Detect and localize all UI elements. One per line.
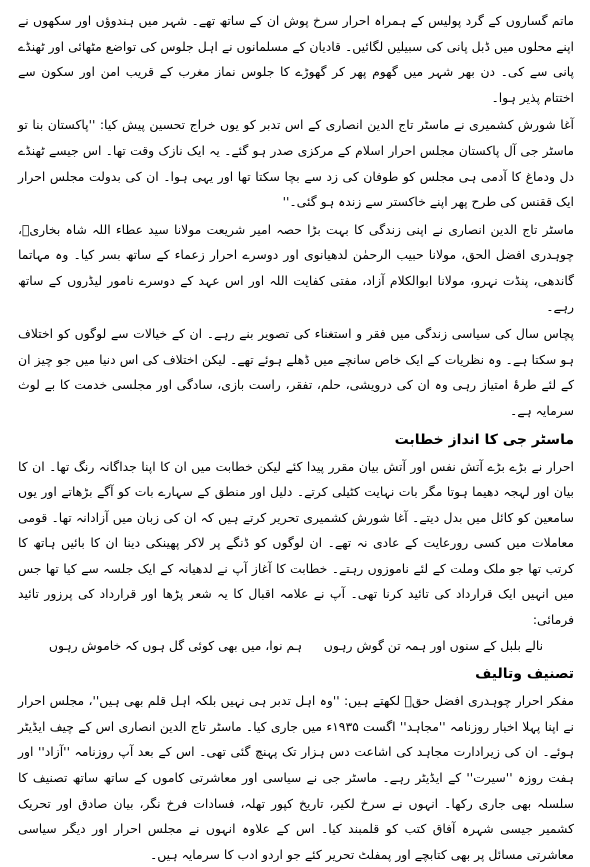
document-page: [18, 8, 574, 862]
paragraph-companions: ماسٹر تاج الدین انصاری نے اپنی زندگی کا بہت بڑا حصہ امیر شریعت مولانا سید عطاء اللہ شاہ بخاریؒ، چوہدری افضل الحق، مولانا حبیب الرحمٰن لدھیانوی اور دوسرے احرار زعماء کے ساتھ بسر کیا۔ وہ مہاتما گاندھی، پنڈت نہرو، مولانا ابوالکلام آزاد، مفتی کفایت اللہ اور اس عہد کے دوسرے نامور لیڈروں کے ساتھ رہے۔: [18, 221, 574, 314]
section-heading-oratory: ماسٹر جی کا انداز خطابت: [394, 431, 574, 448]
verse-first-hemistich: نالے بلبل کے سنوں اور ہمہ تن گوش رہوں: [323, 637, 544, 653]
paragraph-political-life: پچاس سال کی سیاسی زندگی میں فقر و استغناء کی تصویر بنے رہے۔ ان کے خیالات سے لوگوں کو اختلاف ہو سکتا ہے۔ وہ نظریات کے ایک خاص سانچے میں ڈھلے ہوئے تھے۔ لیکن اختلاف کی اس دنیا میں جو چیز ان کے لئے طرۂ امتیاز رہی وہ ان کی درویشی، حلم، تفقر، راست بازی، سادگی اور مجلسی خدمت کا بے لوث سرمایہ ہے۔: [18, 326, 574, 418]
paragraph-shorish-tribute: آغا شورش کشمیری نے ماسٹر تاج الدین انصاری کے اس تدبر کو یوں خراج تحسین پیش کیا: ''پاکستان بنا تو ماسٹر جی آل پاکستان مجلس احرار اسلام کے مرکزی صدر ہو گئے۔ یہ ایک نازک وقت تھا۔ اس جیسے ٹھنڈے دل ودماغ کا آدمی ہی مجلس کو طوفان کی زد سے بچا سکتا تھا اور یہی ہوا۔ ان کی بدولت مجلس احرار ایک ققنس کی طرح پھر اپنے خاکستر سے زندہ ہو گئی۔'': [18, 117, 574, 210]
verse-couplet: [18, 633, 574, 659]
paragraph-oratory: احرار نے بڑے بڑے آتش نفس اور آتش بیان مقرر پیدا کئے لیکن خطابت میں ان کا اپنا جداگانہ رنگ تھا۔ ان کا بیان اور لہجہ دھیما ہوتا مگر بات نہایت کٹیلی کرتے۔ دلیل اور منطق کے سہارے بات کو آگے بڑھاتے اور یوں سامعین کو کائل میں بدل دیتے۔ آغا شورش کشمیری تحریر کرتے ہیں کہ ان کی زبان میں آزادانہ تھا۔ قومی معاملات میں کسی رورعایت کے عادی نہ تھے۔ ان لوگوں کو ڈنگے پر لاکر پھینکی دینا ان کا بائیں ہاتھ کا کرتب تھا جو ملک وملت کے لئے ناموزوں رہتے۔ خطابت کا آغاز آپ نے لدھیانہ کے ایک جلسہ سے کیا تھا جس میں انہیں ایک قرارداد کی تائید کرنا تھی۔ آپ نے علامہ اقبال کا یہ شعر پڑھا اور قرارداد کی پرزور تائید فرمائی:: [18, 458, 574, 628]
paragraph-procession: ماتم گساروں کے گرد پولیس کے ہمراہ احرار سرخ پوش ان کے ساتھ تھے۔ شہر میں ہندوؤں اور سکھوں نے اپنے محلوں میں ڈبل پانی کی سبیلیں لگائیں۔ قادیان کے مسلمانوں نے اہل جلوس کی تواضع مٹھائی اور ٹھنڈے پانی سے کی۔ دن بھر شہر میں گھوم پھر کر گھوڑے کا جلوس نماز مغرب کے قریب امن اور سکون سے اختتام پذیر ہوا۔: [18, 13, 574, 105]
paragraph-writing: مفکر احرار چوہدری افضل حقؒ لکھتے ہیں: ''وہ اہل تدبر ہی نہیں بلکہ اہل قلم بھی ہیں''، مجلس احرار نے اپنا پہلا اخبار روزنامہ ''مجاہد'' اگست ۱۹۳۵ء میں جاری کیا۔ ماسٹر تاج الدین انصاری اس کے چیف ایڈیٹر ہوئے۔ ان کی زیرادارت مجاہد کی اشاعت دس ہزار تک پہنچ گئی تھی۔ اس کے بعد آپ روزنامہ ''آزاد'' اور ہفت روزہ ''سیرت'' کے ایڈیٹر رہے۔ ماسٹر جی نے سیاسی اور معاشرتی کاموں کے ساتھ ساتھ تصنیف کا سلسلہ بھی جاری رکھا۔ انہوں نے سرخ لکیر، تاریخ کپور تھلہ، فسادات فرخ نگر، بیان صادق اور تحریک کشمیر جیسی شہرہ آفاق کتب کو قلمبند کیا۔ اس کے علاوہ انہوں نے مجلس احرار اور دیگر سیاسی معاشرتی مسائل پر بھی کتابچے اور پمفلٹ تحریر کئے جو اردو ادب کا سرمایہ ہیں۔: [18, 693, 574, 862]
verse-second-hemistich: ہم نوا، میں بھی کوئی گل ہوں کہ خاموش رہوں: [48, 637, 303, 653]
section-heading-writing: تصنیف وتالیف: [475, 666, 574, 683]
